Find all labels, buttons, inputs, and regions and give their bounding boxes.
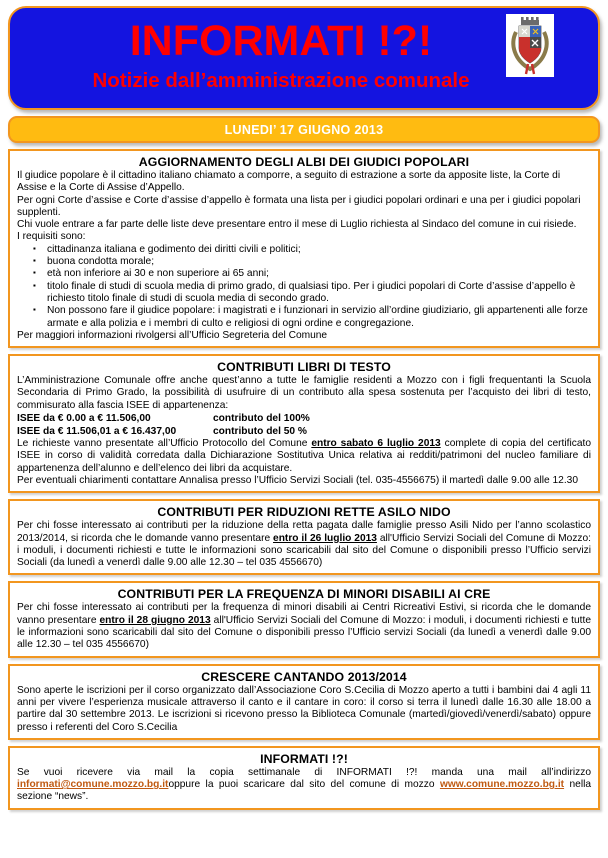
section-libri-di-testo xyxy=(8,354,600,493)
section-title: CONTRIBUTI LIBRI DI TESTO xyxy=(217,360,391,375)
list-item: ▪ titolo finale di studi di scuola media di primo grado, di qualsiasi tipo. Per i giudici popolari di Corte d’assise d’appello è richiesto titolo finale di studi di scuola media di secondo grado. xyxy=(47,281,591,306)
body-text-pre: Se vuoi ricevere via mail la copia settimanale di INFORMATI !?! manda una mail all’indirizzo xyxy=(17,766,591,778)
list-item: ▪ Non possono fare il giudice popolare: i magistrati e i funzionari in servizio all’ordine giudiziario, gli appartenenti alle forze armate e alla polizia e i membri di culto e religiosi di ogni ordine e congregazione. xyxy=(47,305,591,330)
body-text-pre: Per chi fosse interessato ai contributi per la frequenza di minori disabili ai Centri Ricreativi Estivi, si ricorda che le domande vanno presentare xyxy=(17,602,591,626)
page-title: INFORMATI !?! xyxy=(129,17,433,65)
section-title: AGGIORNAMENTO DEGLI ALBI DEI GIUDICI POPOLARI xyxy=(138,155,470,169)
body-text-pre: Per chi fosse interessato ai contributi per la riduzione della retta pagata dalle famiglie presso Asili Nido per l’anno scolastico 2013/2014, si ricorda che le domande vanno presentare xyxy=(17,520,591,544)
body-text-pre: Le richieste vanno presentate all’Ufficio Protocollo del Comune xyxy=(17,438,312,450)
isee-bracket-row xyxy=(17,412,591,425)
isee-range: ISEE da € 11.506,01 a € 16.437,00 xyxy=(17,426,177,438)
section-giudici-popolari xyxy=(8,149,600,348)
body-text-mid: oppure la puoi scaricare dal sito del comune di mozzo xyxy=(168,779,440,791)
date-bar-text: LUNEDI’ 17 GIUGNO 2013 xyxy=(224,122,384,137)
section-body: Sono aperte le iscrizioni per il corso organizzato dall’Associazione Coro S.Cecilia di Mozzo aperto a tutti i bambini dai 4 agli 11 anni per vivere l’esperienza musicale attraverso il canto e il cantare in coro: il corso si terra il lunedì dalle 16.30 alle 18.00 a partire dal 30 settembre 2013. Le iscrizioni si ricevono presso la Biblioteca Comunale (martedì/giovedì/venerdì/sabato) oppure presso i referenti del Coro S.Cecilia xyxy=(17,684,591,733)
body-text-post: complete di copia del certificato ISEE in corso di validità corredata dalla Dichiarazione Sostitutiva Unica relativa ai redditi/patrimoni del nucleo familiare di appartenenza dell’alunno e dell’elenco dei libri da acquistare. xyxy=(17,438,591,474)
contact-note: Per eventuali chiarimenti contattare Annalisa presso l’Ufficio Servizi Sociali (tel. 035-4556675) il martedì dalle 9.00 alle 12.30 xyxy=(17,474,578,486)
website-link[interactable]: www.comune.mozzo.bg.it xyxy=(439,779,565,791)
date-bar xyxy=(8,116,600,143)
deadline-date: entro sabato 6 luglio 2013 xyxy=(311,438,441,450)
municipal-crest-icon xyxy=(506,14,554,77)
section-body xyxy=(17,602,591,651)
section-paragraph: Per ogni Corte d’assise e Corte d’assise d’appello è formata una lista per i giudici popolari ordinari e una per i giudici popolari supplenti. xyxy=(17,194,581,218)
body-text-post: all'Ufficio Servizi Sociali del Comune di Mozzo: i moduli, i documenti richiesti e tutte le informazioni sono scaricabili dal sito del Comune o disponibili presso l’Ufficio servizi Sociali (da lunedì a venerdì dalle 9.00 alle 12.30 – tel 035 4556670) xyxy=(17,532,591,569)
section-body xyxy=(17,520,591,569)
section-informati-footer xyxy=(8,746,600,810)
section-title: CONTRIBUTI PER LA FREQUENZA DI MINORI DISABILI AI CRE xyxy=(117,587,491,602)
section-crescere-cantando xyxy=(8,664,600,740)
section-minori-disabili-cre xyxy=(8,581,600,657)
section-paragraph: Il giudice popolare è il cittadino italiano chiamato a comporre, a seguito di estrazione a sorte da apposite liste, la Corte di Assise e la Corte di Assise d’Appello. xyxy=(17,170,561,194)
masthead-banner xyxy=(8,6,600,110)
section-paragraph: Chi vuole entrare a far parte delle liste deve presentare entro il mese di Luglio richiesta al Sindaco del comune in cui risiede. xyxy=(17,219,577,231)
isee-contribution: contributo del 100% xyxy=(213,413,310,425)
body-text-post: nella sezione “news”. xyxy=(17,779,592,803)
deadline-date: entro il 26 luglio 2013 xyxy=(273,532,377,544)
isee-range: ISEE da € 0.00 a € 11.506,00 xyxy=(17,413,151,425)
section-intro: L’Amministrazione Comunale offre anche quest’anno a tutte le famiglie residenti a Mozzo con i figli frequentanti la Scuola Secondaria di Primo Grado, la possibilità di usufruire di un contributo alla spesa sostenuta per l’acquisto dei libri di testo, commisurato alla fascia ISEE di appartenenza: xyxy=(17,375,591,411)
section-rette-asilo-nido xyxy=(8,499,600,575)
list-item: ▪ età non inferiore ai 30 e non superiore ai 65 anni; xyxy=(47,268,591,280)
requirements-list xyxy=(17,244,591,330)
section-footer-note: Per maggiori informazioni rivolgersi all’Ufficio Segreteria del Comune xyxy=(17,329,328,341)
deadline-date: entro il 28 giugno 2013 xyxy=(99,614,211,626)
list-item: ▪ buona condotta morale; xyxy=(47,256,591,268)
email-link[interactable]: informati@comune.mozzo.bg.it xyxy=(17,779,169,791)
body-text-post: all'Ufficio Servizi Sociali del Comune di Mozzo: i moduli, i documenti richiesti e tutte le informazioni sono scaricabili dal sito del Comune o disponibili presso l’Ufficio servizi Sociali (da lunedì a venerdì dalle 9.00 alle 12.30 – tel 035 4556670) xyxy=(17,614,591,651)
page-subtitle: Notizie dall’amministrazione comunale xyxy=(92,69,470,92)
section-paragraph: I requisiti sono: xyxy=(17,231,86,243)
section-title: CONTRIBUTI PER RIDUZIONI RETTE ASILO NIDO xyxy=(157,505,451,520)
isee-bracket-row xyxy=(17,425,591,438)
section-body xyxy=(17,438,591,475)
isee-contribution: contributo del 50 % xyxy=(213,426,307,438)
subscription-info xyxy=(17,767,591,804)
section-title: CRESCERE CANTANDO 2013/2014 xyxy=(201,669,407,684)
section-title: INFORMATI !?! xyxy=(260,751,348,766)
list-item: ▪ cittadinanza italiana e godimento dei diritti civili e politici; xyxy=(47,244,591,256)
